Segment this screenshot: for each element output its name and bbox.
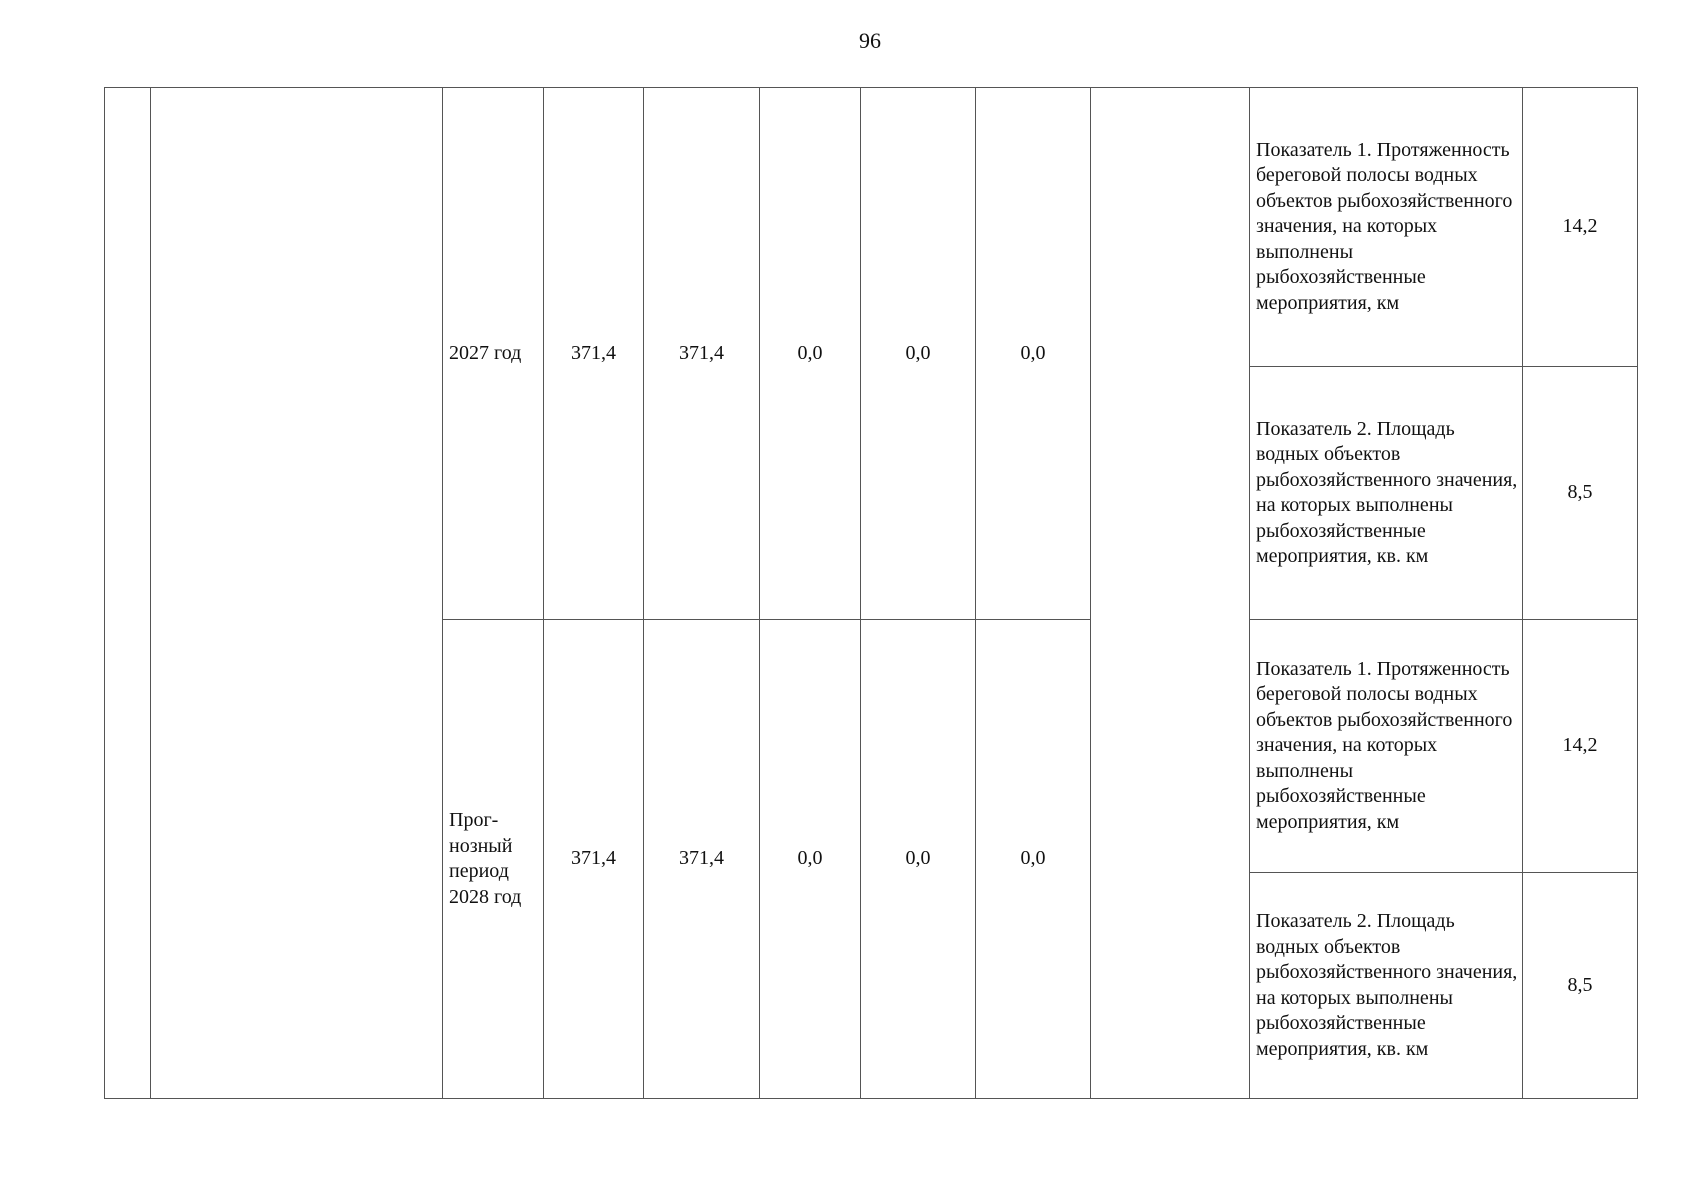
indicator-value-cell: 8,5 xyxy=(1523,873,1638,1099)
period-cell: Прог-нозный период 2028 год xyxy=(443,620,544,1099)
source-value-cell: 371,4 xyxy=(644,620,760,1099)
indicator-text: Показатель 1. Протяженность береговой полосы водных объектов рыбохозяйственного значения, на которых выполнены рыбохозяйственные мероприятия, км xyxy=(1256,657,1513,833)
index-cell xyxy=(105,88,151,1099)
source-value-cell: 0,0 xyxy=(760,620,861,1099)
budget-indicators-table xyxy=(104,87,1638,1099)
indicator-cell xyxy=(1250,873,1523,1099)
indicator-cell xyxy=(1250,88,1523,367)
indicator-value-cell: 14,2 xyxy=(1523,88,1638,367)
table-row xyxy=(105,88,1638,367)
indicator-cell xyxy=(1250,620,1523,873)
total-value-cell: 371,4 xyxy=(544,88,644,620)
source-value-cell: 371,4 xyxy=(644,88,760,620)
measure-name-cell xyxy=(151,88,443,1099)
indicator-text: Показатель 2. Площадь водных объектов рыбохозяйственного значения, на которых выполнены рыбохозяйственные мероприятия, кв. км xyxy=(1256,417,1518,567)
period-cell: 2027 год xyxy=(443,88,544,620)
page-number: 96 xyxy=(859,28,881,53)
source-value-cell: 0,0 xyxy=(976,620,1091,1099)
indicator-text: Показатель 2. Площадь водных объектов рыбохозяйственного значения, на которых выполнены рыбохозяйственные мероприятия, кв. км xyxy=(1256,910,1518,1060)
source-value-cell: 0,0 xyxy=(976,88,1091,620)
executor-cell xyxy=(1091,88,1250,1099)
indicator-text: Показатель 1. Протяженность береговой полосы водных объектов рыбохозяйственного значения, на которых выполнены рыбохозяйственные мероприятия, км xyxy=(1256,138,1513,314)
indicator-value-cell: 8,5 xyxy=(1523,367,1638,620)
source-value-cell: 0,0 xyxy=(861,620,976,1099)
source-value-cell: 0,0 xyxy=(760,88,861,620)
indicator-cell xyxy=(1250,367,1523,620)
total-value-cell: 371,4 xyxy=(544,620,644,1099)
source-value-cell: 0,0 xyxy=(861,88,976,620)
indicator-value-cell: 14,2 xyxy=(1523,620,1638,873)
